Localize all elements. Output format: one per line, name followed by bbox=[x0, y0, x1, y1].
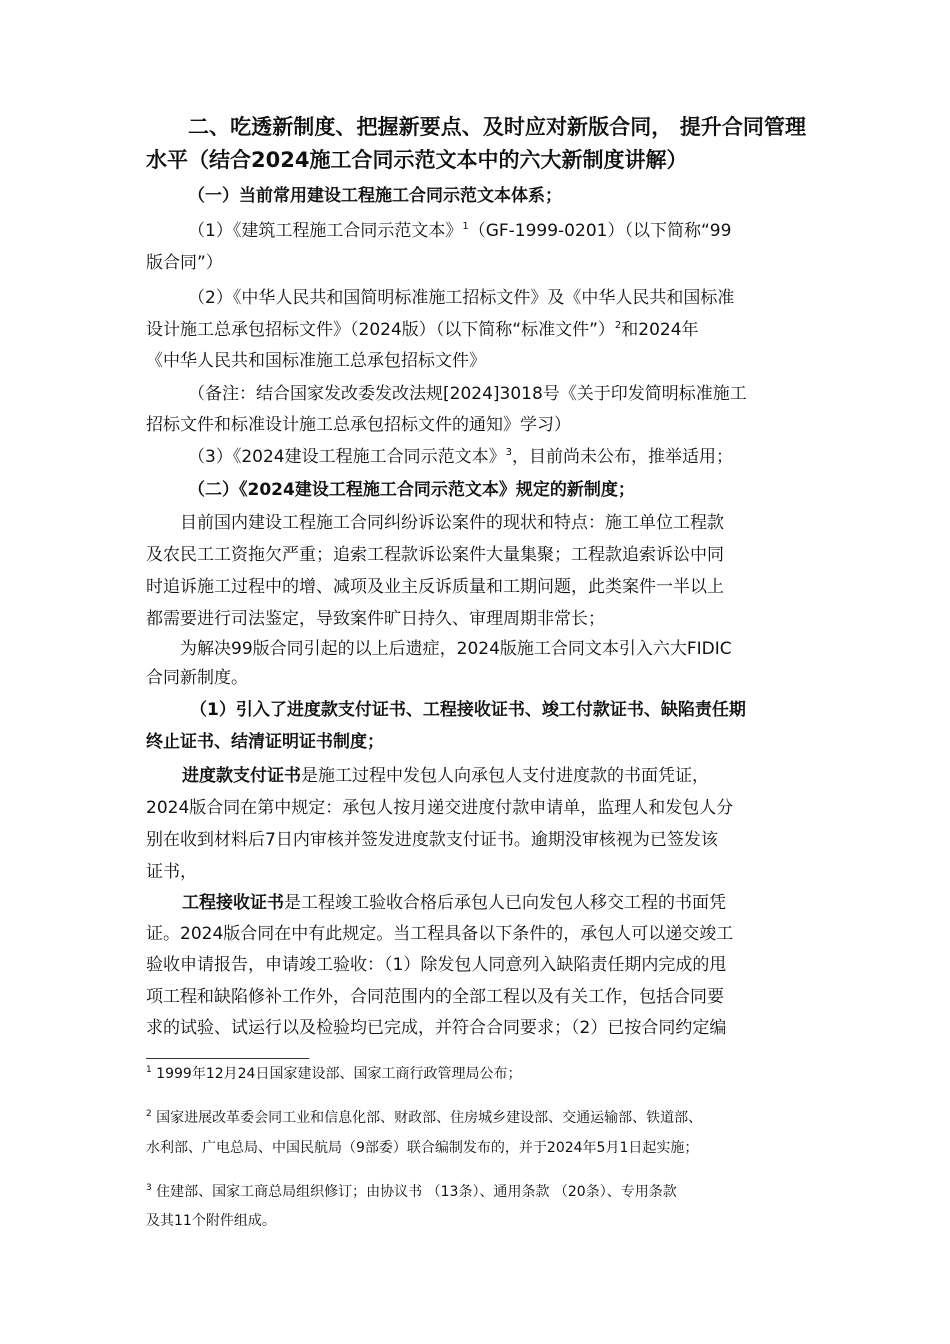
paragraph-line: 证书， bbox=[146, 862, 197, 882]
paragraph-line bbox=[146, 760, 842, 792]
bold-item-1: （1）引入了进度款支付证书、工程接收证书、竣工付款证书、缺陷责任期 bbox=[190, 700, 746, 720]
list-item-3 bbox=[146, 441, 848, 473]
paragraph-line: 2024版合同在第中规定：承包人按月递交进度付款申请单，监理人和发包人分 bbox=[146, 798, 734, 818]
list-item-2: （2）《中华人民共和国简明标准施工招标文件》及《中华人民共和国标准 bbox=[188, 288, 735, 308]
paragraph-line: 证。2024版合同在中有此规定。当工程具备以下条件的，承包人可以递交竣工 bbox=[146, 924, 734, 944]
section-heading: 二、吃透新制度、把握新要点、及时应对新版合同， 提升合同管理水平（结合2024施工合同示范文本中的六大新制度讲解） bbox=[146, 115, 806, 172]
footnote-1 bbox=[146, 1060, 806, 1088]
note-line: 招标文件和标准设计施工总承包招标文件的通知》学习） bbox=[146, 415, 571, 435]
paragraph-line: 合同新制度。 bbox=[146, 668, 248, 688]
footnote-2 bbox=[146, 1104, 806, 1132]
paragraph-line: 求的试验、试运行以及检验均已完成，并符合合同要求；（2）已按合同约定编 bbox=[146, 1018, 727, 1038]
footnote-mark: 2 bbox=[146, 1109, 152, 1119]
footnote-3-cont: 及其11个附件组成。 bbox=[146, 1213, 276, 1229]
paragraph-line: 都需要进行司法鉴定，导致案件旷日持久、审理周期非常长； bbox=[146, 609, 605, 629]
list-item-text: 和2024年 bbox=[621, 320, 699, 340]
paragraph-line: 项工程和缺陷修补工作外，合同范围内的全部工程以及有关工作，包括合同要 bbox=[146, 987, 724, 1007]
footnote-text: 国家进展改革委会同工业和信息化部、财政部、住房城乡建设部、交通运输部、铁道部、 bbox=[151, 1110, 703, 1126]
list-item-text: ，目前尚未公布，推举适用； bbox=[511, 447, 733, 467]
list-item-1 bbox=[146, 215, 848, 247]
paragraph-line: 及农民工工资拖欠严重；追索工程款诉讼案件大量集聚；工程款追索诉讼中同 bbox=[146, 545, 724, 565]
term-bold: 进度款支付证书 bbox=[182, 766, 301, 786]
list-item-1-cont: 版合同”） bbox=[146, 253, 223, 273]
list-item-2-cont: 《中华人民共和国标准施工总承包招标文件》 bbox=[146, 351, 486, 371]
list-item-text: （3）《2024建设工程施工合同示范文本》 bbox=[188, 447, 506, 467]
paragraph-text: 是工程竣工验收合格后承包人已向发包人移交工程的书面凭 bbox=[284, 893, 726, 913]
term-bold: 工程接收证书 bbox=[182, 893, 284, 913]
paragraph-line bbox=[146, 887, 842, 919]
paragraph-line: 验收申请报告，申请竣工验收：（1）除发包人同意列入缺陷责任期内完成的甩 bbox=[146, 955, 727, 975]
paragraph-text: 是施工过程中发包人向承包人支付进度款的书面凭证， bbox=[301, 766, 709, 786]
paragraph-line: 目前国内建设工程施工合同纠纷诉讼案件的现状和特点：施工单位工程款 bbox=[180, 513, 724, 533]
list-item-text: （1）《建筑工程施工合同示范文本》 bbox=[188, 221, 463, 241]
list-item-2-cont bbox=[146, 314, 806, 346]
footnote-ref[interactable]: 2 bbox=[614, 320, 622, 331]
subsection-title-1: （一）当前常用建设工程施工合同示范文本体系； bbox=[188, 186, 562, 206]
bold-item-1-cont: 终止证书、结清证明证书制度； bbox=[146, 732, 384, 752]
footnote-2-cont: 水利部、广电总局、中国民航局（9部委）联合编制发布的，并于2024年5月1日起实施； bbox=[146, 1140, 699, 1156]
note-line: （备注：结合国家发改委发改法规[2024]3018号《关于印发简明标准施工 bbox=[188, 384, 747, 404]
paragraph-line: 时追诉施工过程中的增、减项及业主反诉质量和工期问题，此类案件一半以上 bbox=[146, 577, 724, 597]
paragraph-line: 为解决99版合同引起的以上后遗症，2024版施工合同文本引入六大FIDIC bbox=[180, 639, 732, 659]
footnote-text: 住建部、国家工商总局组织修订；由协议书 （13条）、通用条款 （20条）、专用条款 bbox=[151, 1184, 677, 1200]
footnote-mark: 1 bbox=[146, 1065, 152, 1075]
footnote-ref[interactable]: 3 bbox=[505, 447, 512, 458]
footnote-ref[interactable]: 1 bbox=[462, 221, 469, 232]
subsection-title-2: （二）《2024建设工程施工合同示范文本》规定的新制度； bbox=[188, 480, 635, 500]
list-item-text: （GF-1999-0201）（以下简称“99 bbox=[468, 221, 732, 241]
footnote-mark: 3 bbox=[146, 1183, 152, 1193]
footnote-3 bbox=[146, 1178, 806, 1206]
footnote-separator bbox=[146, 1058, 309, 1059]
footnote-text: 1999年12月24日国家建设部、国家工商行政管理局公布； bbox=[151, 1066, 522, 1082]
list-item-text: 设计施工总承包招标文件》（2024版）（以下简称“标准文件”） bbox=[146, 320, 615, 340]
paragraph-line: 别在收到材料后7日内审核并签发进度款支付证书。逾期没审核视为已签发该 bbox=[146, 830, 718, 850]
